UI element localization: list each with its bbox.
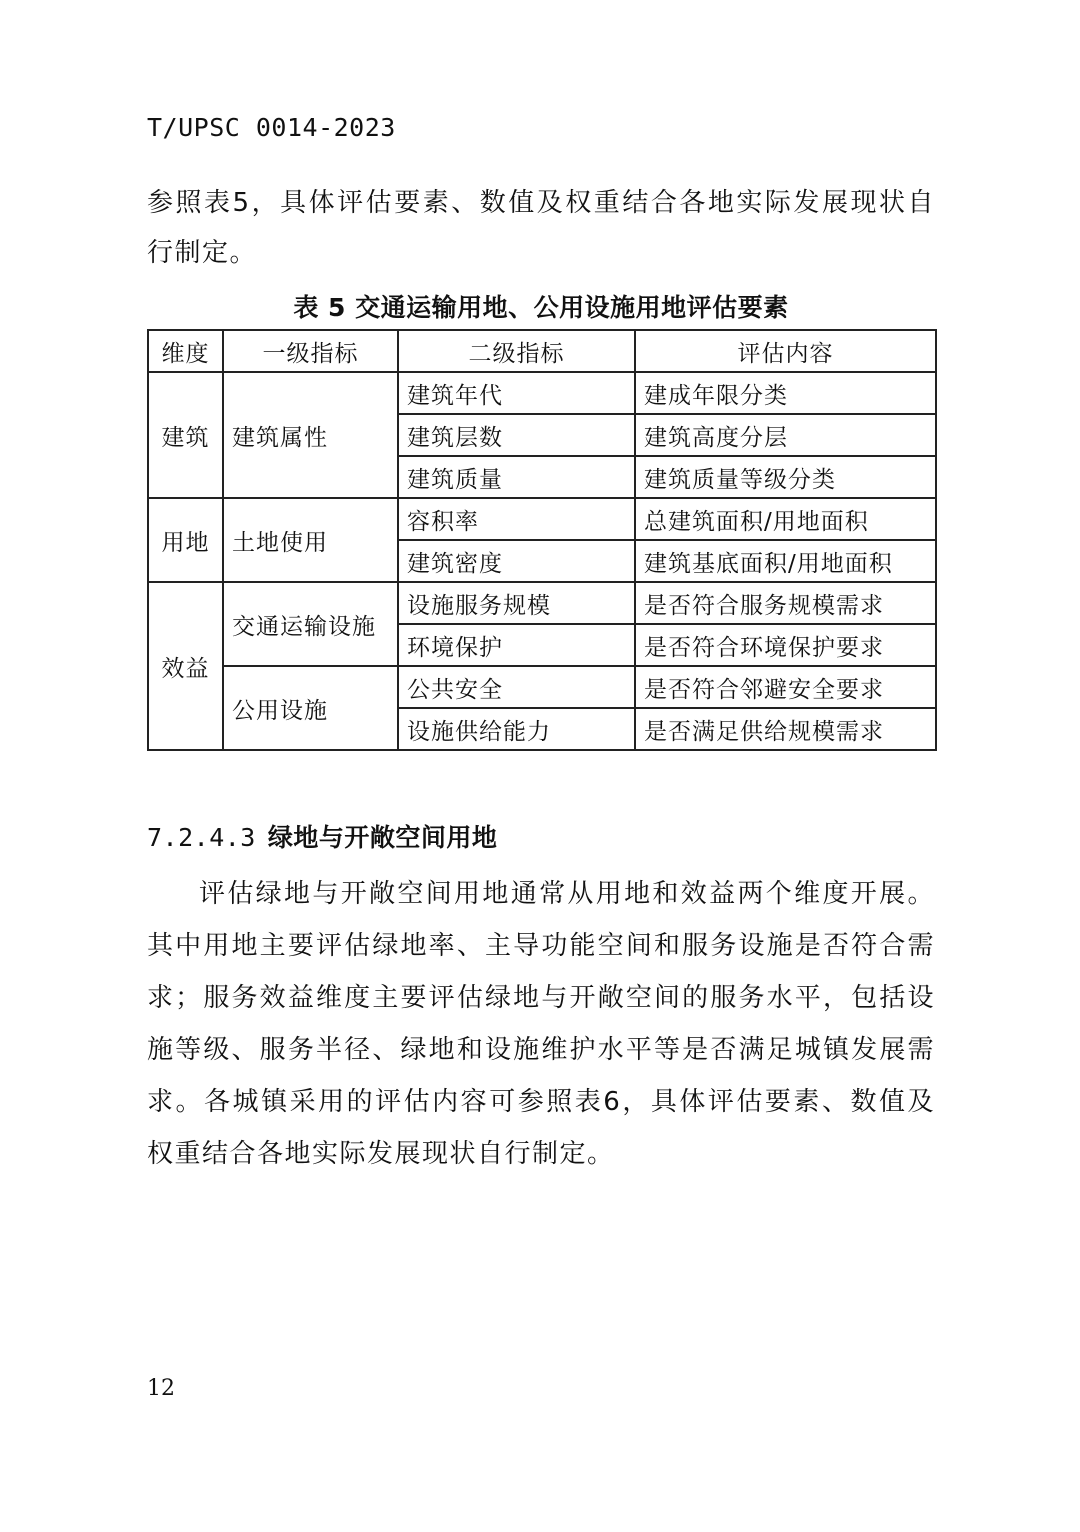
secondary-indicator-cell: 建筑质量 [398, 456, 635, 498]
document-id: T/UPSC 0014-2023 [147, 113, 396, 142]
section-number: 7.2.4.3 [147, 823, 256, 852]
evaluation-content-cell: 建筑质量等级分类 [635, 456, 936, 498]
evaluation-elements-table [147, 329, 937, 751]
secondary-indicator-cell: 建筑年代 [398, 372, 635, 414]
primary-indicator-cell: 交通运输设施 [223, 582, 398, 666]
secondary-indicator-cell: 建筑层数 [398, 414, 635, 456]
secondary-indicator-cell: 公共安全 [398, 666, 635, 708]
table-caption: 表 5 交通运输用地、公用设施用地评估要素 [293, 293, 789, 322]
table-row [148, 666, 936, 708]
header-dimension: 维度 [148, 330, 223, 372]
dimension-cell: 用地 [148, 498, 223, 582]
evaluation-content-cell: 建成年限分类 [635, 372, 936, 414]
primary-indicator-cell: 公用设施 [223, 666, 398, 750]
secondary-indicator-cell: 设施服务规模 [398, 582, 635, 624]
dimension-cell: 建筑 [148, 372, 223, 498]
table-header-row [148, 330, 936, 372]
primary-indicator-cell: 土地使用 [223, 498, 398, 582]
secondary-indicator-cell: 容积率 [398, 498, 635, 540]
table-row [148, 582, 936, 624]
primary-indicator-cell: 建筑属性 [223, 372, 398, 498]
secondary-indicator-cell: 建筑密度 [398, 540, 635, 582]
header-primary-indicator: 一级指标 [223, 330, 398, 372]
evaluation-content-cell: 是否符合服务规模需求 [635, 582, 936, 624]
evaluation-content-cell: 是否符合邻避安全要求 [635, 666, 936, 708]
intro-paragraph: 参照表5，具体评估要素、数值及权重结合各地实际发展现状自行制定。 [147, 188, 935, 268]
section-title: 绿地与开敞空间用地 [267, 823, 498, 852]
section-paragraph: 评估绿地与开敞空间用地通常从用地和效益两个维度开展。其中用地主要评估绿地率、主导功能空间和服务设施是否符合需求；服务效益维度主要评估绿地与开敞空间的服务水平，包括设施等级、服务半径、绿地和设施维护水平等是否满足城镇发展需求。各城镇采用的评估内容可参照表6，具体评估要素、数值及权重结合各地实际发展现状自行制定。 [147, 879, 935, 1169]
dimension-cell: 效益 [148, 582, 223, 750]
header-evaluation-content: 评估内容 [635, 330, 936, 372]
evaluation-content-cell: 是否符合环境保护要求 [635, 624, 936, 666]
evaluation-content-cell: 是否满足供给规模需求 [635, 708, 936, 750]
secondary-indicator-cell: 环境保护 [398, 624, 635, 666]
header-secondary-indicator: 二级指标 [398, 330, 635, 372]
evaluation-content-cell: 建筑基底面积/用地面积 [635, 540, 936, 582]
evaluation-content-cell: 建筑高度分层 [635, 414, 936, 456]
evaluation-content-cell: 总建筑面积/用地面积 [635, 498, 936, 540]
secondary-indicator-cell: 设施供给能力 [398, 708, 635, 750]
page-number: 12 [147, 1376, 175, 1401]
table-row [148, 372, 936, 414]
section-heading [147, 818, 497, 858]
table-row [148, 498, 936, 540]
